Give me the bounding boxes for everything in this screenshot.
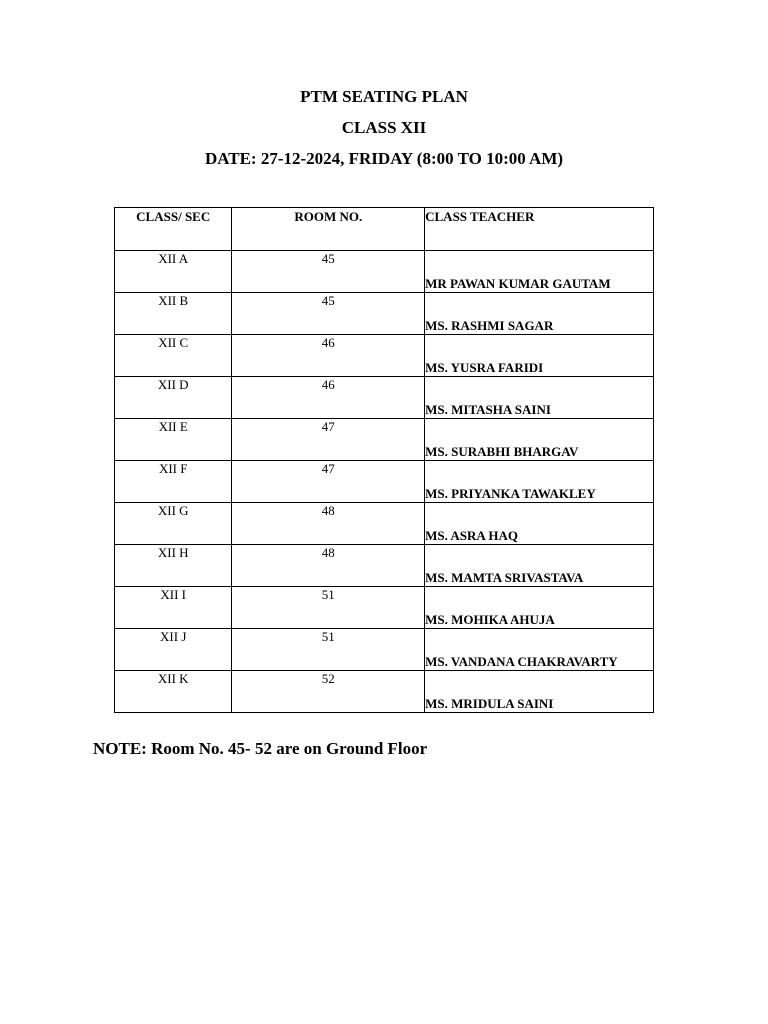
section-cell: XII D: [115, 377, 232, 419]
table-row: [115, 545, 654, 587]
table-row: [115, 293, 654, 335]
section-cell: XII H: [115, 545, 232, 587]
teacher-cell: MS. MRIDULA SAINI: [425, 671, 654, 713]
document-title: PTM SEATING PLAN: [300, 87, 468, 106]
section-cell: XII I: [115, 587, 232, 629]
table-row: [115, 461, 654, 503]
table-row: [115, 251, 654, 293]
table-row: [115, 503, 654, 545]
room-cell: 46: [232, 335, 425, 377]
room-cell: 48: [232, 503, 425, 545]
section-cell: XII E: [115, 419, 232, 461]
table-row: [115, 671, 654, 713]
table-header-row: [115, 208, 654, 251]
room-cell: 47: [232, 461, 425, 503]
teacher-cell: MS. RASHMI SAGAR: [425, 293, 654, 335]
section-cell: XII F: [115, 461, 232, 503]
teacher-cell: MS. ASRA HAQ: [425, 503, 654, 545]
teacher-cell: MR PAWAN KUMAR GAUTAM: [425, 251, 654, 293]
table-row: [115, 377, 654, 419]
class-heading: CLASS XII: [341, 118, 427, 137]
teacher-cell: MS. YUSRA FARIDI: [425, 335, 654, 377]
section-cell: XII J: [115, 629, 232, 671]
section-cell: XII A: [115, 251, 232, 293]
teacher-cell: MS. PRIYANKA TAWAKLEY: [425, 461, 654, 503]
teacher-cell: MS. MOHIKA AHUJA: [425, 587, 654, 629]
teacher-cell: MS. SURABHI BHARGAV: [425, 419, 654, 461]
room-cell: 51: [232, 587, 425, 629]
room-cell: 46: [232, 377, 425, 419]
seating-plan-table: [114, 207, 654, 713]
section-cell: XII G: [115, 503, 232, 545]
room-cell: 47: [232, 419, 425, 461]
table-row: [115, 419, 654, 461]
section-cell: XII K: [115, 671, 232, 713]
table-row: [115, 335, 654, 377]
teacher-cell: MS. MITASHA SAINI: [425, 377, 654, 419]
section-cell: XII C: [115, 335, 232, 377]
teacher-cell: MS. VANDANA CHAKRAVARTY: [425, 629, 654, 671]
room-cell: 51: [232, 629, 425, 671]
room-cell: 45: [232, 251, 425, 293]
column-header-class-sec: CLASS/ SEC: [115, 208, 232, 251]
table-row: [115, 629, 654, 671]
teacher-cell: MS. MAMTA SRIVASTAVA: [425, 545, 654, 587]
column-header-class-teacher: CLASS TEACHER: [425, 208, 654, 251]
room-cell: 48: [232, 545, 425, 587]
ground-floor-note: NOTE: Room No. 45- 52 are on Ground Floor: [93, 739, 428, 758]
room-cell: 52: [232, 671, 425, 713]
date-heading: DATE: 27-12-2024, FRIDAY (8:00 TO 10:00 AM): [204, 149, 564, 168]
section-cell: XII B: [115, 293, 232, 335]
table-row: [115, 587, 654, 629]
column-header-room-no: ROOM NO.: [232, 208, 425, 251]
room-cell: 45: [232, 293, 425, 335]
